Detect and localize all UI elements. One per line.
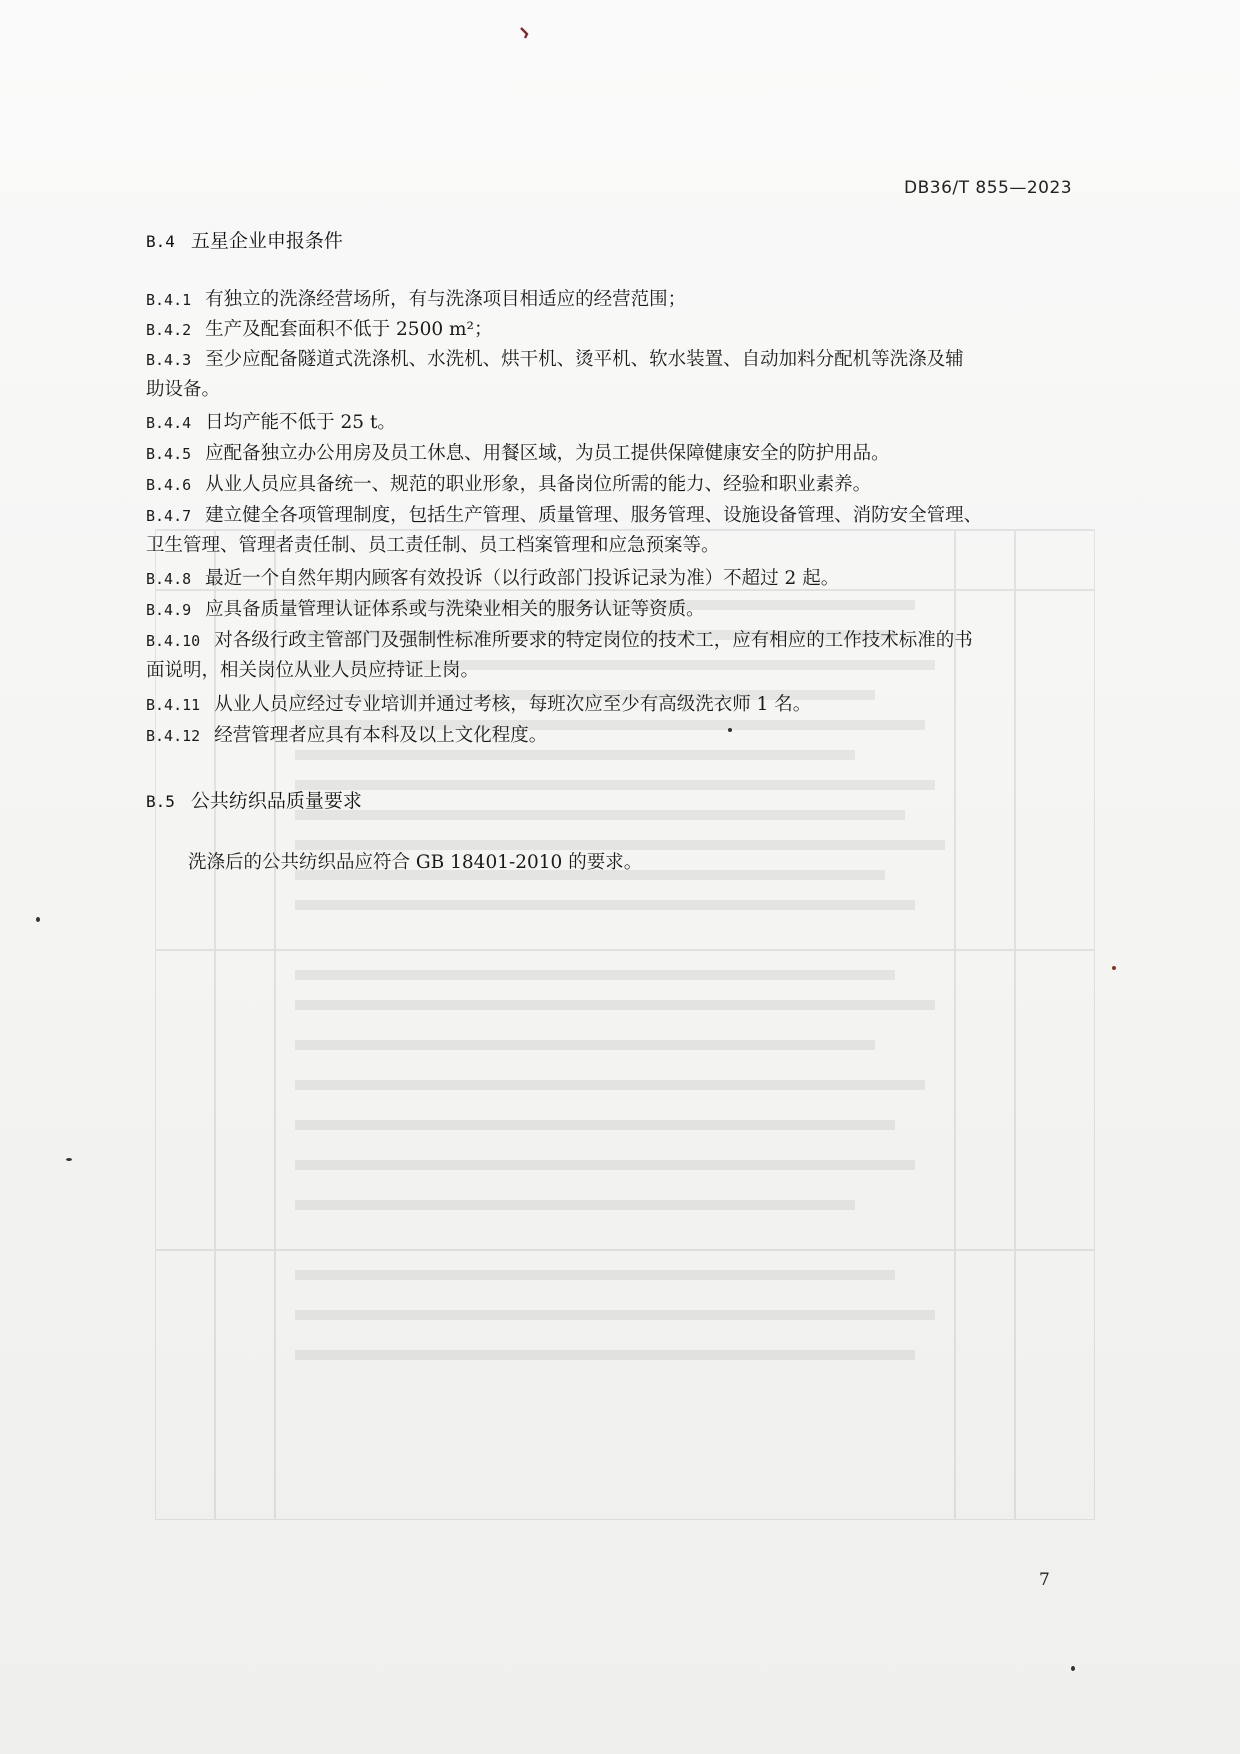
clause-continuation: 卫生管理、管理者责任制、员工责任制、员工档案管理和应急预案等。: [146, 534, 720, 556]
clause-number: B.4.8: [146, 570, 192, 588]
clause-b4-6: [146, 470, 1076, 500]
clause-b4-4: [146, 408, 1076, 438]
clause-number: B.4.3: [146, 351, 192, 369]
scan-speck: [36, 917, 40, 922]
clause-number: B.4.9: [146, 601, 192, 619]
clause-number: B.4.1: [146, 291, 192, 309]
clause-text: 经营管理者应具有本科及以上文化程度。: [214, 725, 548, 746]
clause-number: B.4.6: [146, 476, 192, 494]
clause-continuation: 助设备。: [146, 378, 221, 400]
section-number: B.4: [146, 232, 175, 251]
section-title: 五星企业申报条件: [190, 230, 343, 252]
section-heading-b4: [146, 226, 343, 253]
clause-number: B.4.12: [146, 727, 201, 745]
scan-mark: [519, 26, 531, 40]
clause-text: 从业人员应经过专业培训并通过考核，每班次应至少有高级洗衣师 1 名。: [214, 694, 812, 715]
section-paragraph: 洗涤后的公共纺织品应符合 GB 18401-2010 的要求。: [188, 852, 643, 873]
clause-text: 日均产能不低于 25 t。: [205, 412, 396, 433]
clause-number: B.4.10: [146, 632, 201, 650]
document-code: DB36/T 855—2023: [904, 178, 1073, 198]
clause-b4-1: [146, 285, 1076, 315]
clause-text: 应配备独立办公用房及员工休息、用餐区域，为员工提供保障健康安全的防护用品。: [205, 443, 890, 464]
clause-b4-3: [146, 345, 1076, 404]
clause-number: B.4.11: [146, 696, 201, 714]
scan-speck: [1071, 1666, 1075, 1671]
clause-text: 对各级行政主管部门及强制性标准所要求的特定岗位的技术工，应有相应的工作技术标准的书: [214, 630, 973, 651]
clause-continuation: 面说明，相关岗位从业人员应持证上岗。: [146, 659, 480, 681]
clause-b4-7: [146, 501, 1076, 560]
clause-text: 从业人员应具备统一、规范的职业形象，具备岗位所需的能力、经验和职业素养。: [205, 474, 872, 495]
clause-b4-8: [146, 564, 1076, 594]
page-number: 7: [1039, 1570, 1050, 1590]
clause-text: 最近一个自然年期内顾客有效投诉（以行政部门投诉记录为准）不超过 2 起。: [205, 568, 840, 589]
clause-number: B.4.2: [146, 321, 192, 339]
clause-text: 生产及配套面积不低于 2500 m²；: [205, 319, 493, 340]
clause-b4-12: [146, 721, 1076, 751]
clause-number: B.4.4: [146, 414, 192, 432]
clause-b4-11: [146, 690, 1076, 720]
clause-text: 至少应配备隧道式洗涤机、水洗机、烘干机、烫平机、软水装置、自动加料分配机等洗涤及辅: [205, 349, 964, 370]
clause-number: B.4.7: [146, 507, 192, 525]
scan-speck: [1112, 966, 1116, 970]
section-number: B.5: [146, 792, 175, 811]
section-title: 公共纺织品质量要求: [190, 790, 362, 812]
section-heading-b5: [146, 786, 362, 813]
scan-speck: [728, 728, 732, 732]
scan-speck: [66, 1158, 72, 1161]
clause-b4-5: [146, 439, 1076, 469]
clause-number: B.4.5: [146, 445, 192, 463]
clause-text: 有独立的洗涤经营场所，有与洗涤项目相适应的经营范围；: [205, 289, 687, 310]
clause-text: 应具备质量管理认证体系或与洗染业相关的服务认证等资质。: [205, 599, 705, 620]
clause-b4-10: [146, 626, 1076, 685]
clause-b4-2: [146, 315, 1076, 345]
clause-text: 建立健全各项管理制度，包括生产管理、质量管理、服务管理、设施设备管理、消防安全管理、: [205, 505, 983, 526]
clause-b4-9: [146, 595, 1076, 625]
